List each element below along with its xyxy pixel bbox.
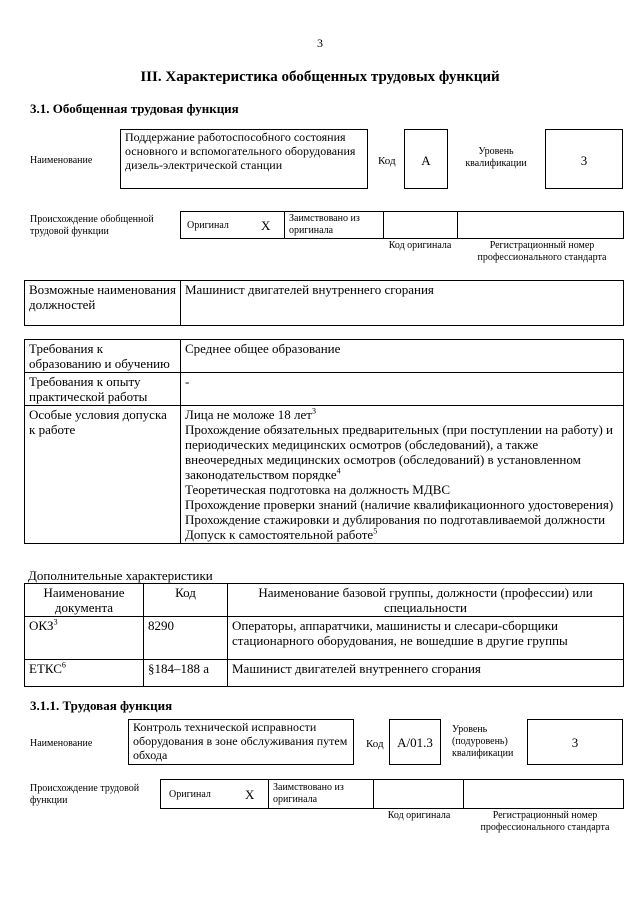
divider: [268, 780, 269, 808]
experience-value: -: [181, 373, 624, 406]
row-code: §184–188 а: [144, 660, 228, 687]
row-name: Операторы, аппаратчики, машинисты и слесари-сборщики стационарного оборудования, не вошедшие в другие группы: [228, 617, 624, 660]
gtf-name-value: Поддержание работоспособного состояния основного и вспомогательного оборудования дизель-электрической станции: [125, 130, 356, 172]
gtf-code-box: [404, 129, 448, 189]
condition-item: Допуск к самостоятельной работе$^5$: [185, 526, 378, 542]
gtf-code-original-caption: Код оригинала: [388, 240, 452, 251]
page-number: 3: [317, 36, 323, 50]
tf-origin-table: [160, 779, 624, 809]
tf-heading: 3.1.1. Трудовая функция: [30, 698, 173, 713]
requirements-table: [24, 339, 624, 544]
divider: [284, 212, 285, 238]
tf-reg-number-caption: Регистрационный номер профессионального стандарта: [480, 810, 610, 833]
col-doc-header: Наименование документа: [25, 584, 144, 617]
gtf-origin-label: Происхождение обобщенной трудовой функции: [30, 214, 154, 237]
gtf-borrowed-label: Заимствовано из оригинала: [289, 213, 360, 236]
row-doc: ОКЗ$^3$: [25, 617, 144, 660]
col-name-header: Наименование базовой группы, должности (профессии) или специальности: [228, 584, 624, 617]
divider: [457, 212, 458, 238]
condition-item: Прохождение стажировки и дублирования по подготавливаемой должности: [185, 512, 606, 527]
education-label: Требования к образованию и обучению: [25, 340, 181, 373]
gtf-name-box: [120, 129, 368, 189]
tf-level-label: Уровень (подуровень) квалификации: [452, 724, 514, 759]
tf-code-original-caption: Код оригинала: [387, 810, 451, 821]
gtf-original-label: Оригинал: [187, 220, 229, 231]
positions-label: Возможные наименования должностей: [25, 281, 181, 326]
section-title: III. Характеристика обобщенных трудовых функций: [140, 69, 500, 85]
tf-borrowed-label: Заимствовано из оригинала: [273, 782, 344, 805]
condition-item: Теоретическая подготовка на должность МДВС: [185, 482, 451, 497]
gtf-origin-table: [180, 211, 624, 239]
tf-origin-label: Происхождение трудовой функции: [30, 783, 140, 806]
gtf-heading: 3.1. Обобщенная трудовая функция: [30, 101, 239, 116]
row-name: Машинист двигателей внутреннего сгорания: [228, 660, 624, 687]
col-code-header: Код: [144, 584, 228, 617]
tf-level-value: 3: [571, 735, 579, 750]
tf-level-box: [527, 719, 623, 765]
gtf-reg-number-caption: Регистрационный номер профессионального стандарта: [477, 240, 607, 263]
gtf-level-value: 3: [580, 153, 588, 168]
divider: [463, 780, 464, 808]
condition-item: Прохождение проверки знаний (наличие квалификационного удостоверения): [185, 497, 614, 512]
gtf-code-value: А: [421, 153, 431, 168]
tf-name-label: Наименование: [30, 738, 93, 749]
gtf-name-label: Наименование: [30, 155, 93, 166]
tf-code-box: [389, 719, 441, 765]
row-code: 8290: [144, 617, 228, 660]
tf-original-label: Оригинал: [169, 789, 211, 800]
tf-code-label: Код: [366, 738, 384, 750]
tf-name-value: Контроль технической исправности оборудования в зоне обслуживания путем обхода: [133, 720, 348, 762]
education-value: Среднее общее образование: [181, 340, 624, 373]
row-doc: ЕТКС$^6$: [25, 660, 144, 687]
divider: [383, 212, 384, 238]
additional-heading: Дополнительные характеристики: [28, 568, 213, 583]
positions-value: Машинист двигателей внутреннего сгорания: [181, 281, 624, 326]
experience-label: Требования к опыту практической работы: [25, 373, 181, 406]
additional-table: [24, 583, 624, 687]
conditions-label: Особые условия допуска к работе: [25, 406, 181, 544]
tf-code-value: А/01.3: [397, 735, 433, 750]
table-row: [25, 617, 624, 660]
gtf-code-label: Код: [378, 155, 396, 167]
gtf-level-box: [545, 129, 623, 189]
tf-name-box: [128, 719, 354, 765]
table-row: [25, 660, 624, 687]
gtf-original-mark: X: [261, 218, 271, 233]
conditions-cell: [181, 406, 624, 544]
divider: [373, 780, 374, 808]
condition-item: Прохождение обязательных предварительных (при поступлении на работу) и периодических медицинских осмотров (обследований), а также внеочередных медицинских осмотров (обследований) в установленном законодательством порядке$^4$: [185, 422, 613, 482]
positions-table: [24, 280, 624, 326]
tf-original-mark: X: [245, 787, 255, 802]
gtf-level-label: Уровень квалификации: [465, 146, 527, 169]
condition-item: Лица не моложе 18 лет$^3$: [185, 406, 316, 422]
